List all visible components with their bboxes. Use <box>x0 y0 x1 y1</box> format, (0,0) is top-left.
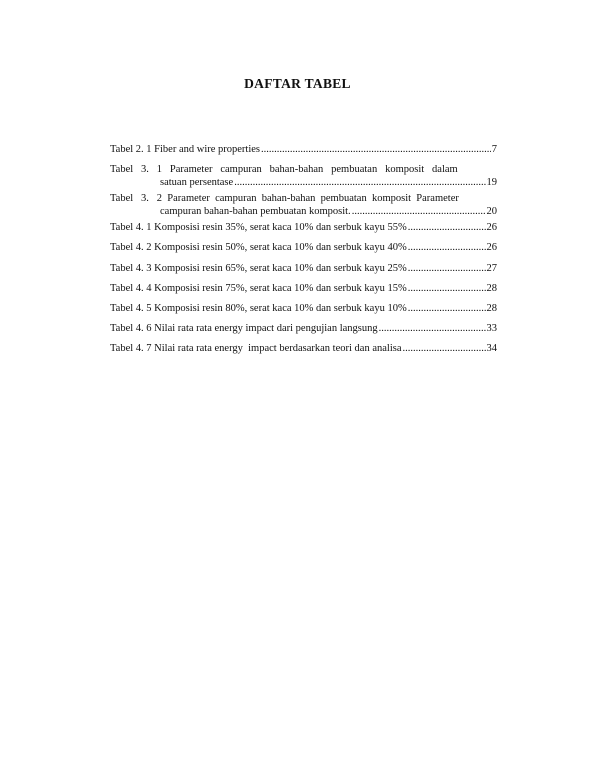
toc-entry-tabel-3-1[interactable] <box>110 163 497 189</box>
toc-entry-page: 7 <box>491 144 497 155</box>
toc-entry-page: 20 <box>486 206 497 217</box>
dot-leader <box>408 221 486 234</box>
dot-leader <box>408 262 486 275</box>
toc-entry-text: Tabel 4. 1 Komposisi resin 35%, serat kaca 10% dan serbuk kayu 55% <box>110 222 407 233</box>
dot-leader <box>261 143 491 156</box>
toc-entry-tabel-2-1[interactable] <box>110 143 497 156</box>
toc-entry-page: 28 <box>486 303 497 314</box>
toc-entry-text-line2: campuran bahan-bahan pembuatan komposit. <box>160 206 351 217</box>
dot-leader <box>234 176 485 189</box>
toc-entry-tabel-4-2[interactable] <box>110 241 497 254</box>
toc-entry-text-line2: satuan persentase <box>160 177 234 188</box>
toc-entry-tabel-4-7[interactable] <box>110 342 497 355</box>
dot-leader <box>379 322 486 335</box>
toc-entry-tabel-4-5[interactable] <box>110 302 497 315</box>
toc-entry-text: Tabel 4. 5 Komposisi resin 80%, serat kaca 10% dan serbuk kayu 10% <box>110 303 407 314</box>
dot-leader <box>352 205 486 218</box>
page-title: DAFTAR TABEL <box>244 76 351 91</box>
dot-leader <box>402 342 485 355</box>
toc-entry-page: 26 <box>486 222 497 233</box>
toc-entry-tabel-4-1[interactable] <box>110 221 497 234</box>
toc-entry-tabel-4-3[interactable] <box>110 262 497 275</box>
toc-entry-page: 34 <box>486 343 497 354</box>
toc-entry-page: 26 <box>486 242 497 253</box>
toc-entry-text-line1: Tabel 3. 1 Parameter campuran bahan-bahan pembuatan komposit dalam <box>110 164 458 175</box>
toc-entry-text: Tabel 4. 3 Komposisi resin 65%, serat kaca 10% dan serbuk kayu 25% <box>110 263 407 274</box>
toc-entry-text: Tabel 4. 4 Komposisi resin 75%, serat kaca 10% dan serbuk kayu 15% <box>110 283 407 294</box>
toc-entry-tabel-3-2[interactable] <box>110 192 497 218</box>
toc-entry-page: 27 <box>486 263 497 274</box>
toc-entry-text: Tabel 4. 2 Komposisi resin 50%, serat kaca 10% dan serbuk kayu 40% <box>110 242 407 253</box>
toc-entry-text: Tabel 2. 1 Fiber and wire properties <box>110 144 261 155</box>
dot-leader <box>408 282 486 295</box>
toc-entry-tabel-4-6[interactable] <box>110 322 497 335</box>
toc-entry-text: Tabel 4. 6 Nilai rata rata energy impact dari pengujian langsung <box>110 323 378 334</box>
toc-entry-tabel-4-4[interactable] <box>110 282 497 295</box>
toc-entry-page: 19 <box>486 177 497 188</box>
table-of-tables <box>110 143 497 355</box>
toc-entry-text-line1: Tabel 3. 2 Parameter campuran bahan-bahan pembuatan komposit Parameter <box>110 193 459 204</box>
dot-leader <box>408 241 486 254</box>
toc-entry-page: 33 <box>486 323 497 334</box>
toc-entry-text: Tabel 4. 7 Nilai rata rata energy impact berdasarkan teori dan analisa <box>110 343 402 354</box>
toc-entry-page: 28 <box>486 283 497 294</box>
dot-leader <box>408 302 486 315</box>
